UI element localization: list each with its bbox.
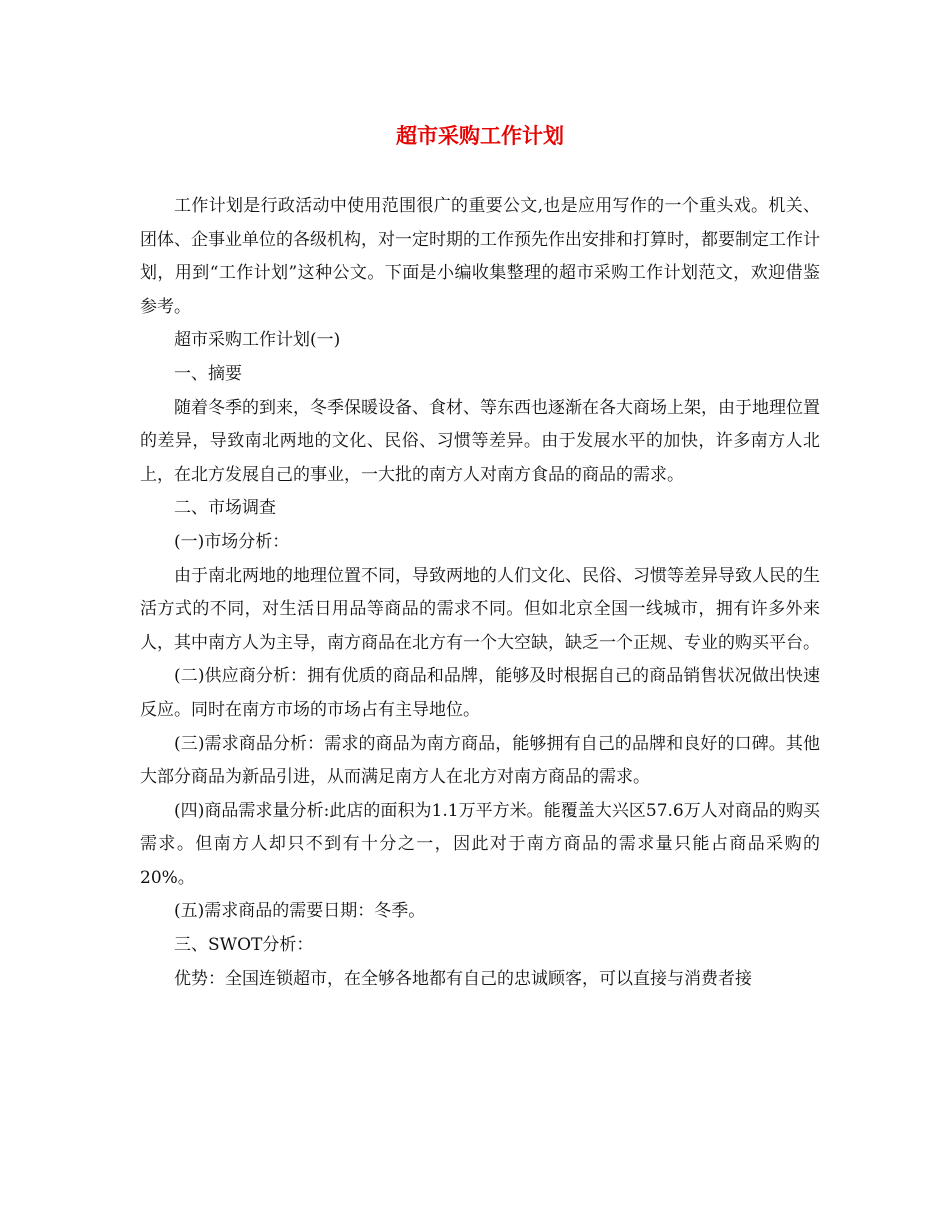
- document-title: 超市采购工作计划: [396, 123, 564, 148]
- paragraph-market-analysis: 由于南北两地的地理位置不同，导致两地的人们文化、民俗、习惯等差异导致人民的生活方式的不同，对生活日用品等商品的需求不同。但如北京全国一线城市，拥有许多外来人，其中南方人为主导，南方商品在北方有一个大空缺，缺乏一个正规、专业的购买平台。: [140, 565, 820, 653]
- paragraph-demand-date: (五)需求商品的需要日期：冬季。: [174, 901, 426, 922]
- paragraph-heading-market-survey: 二、市场调查: [174, 498, 276, 519]
- paragraph-heading-swot: 三、SWOT分析：: [174, 935, 314, 956]
- paragraph-strengths: 优势：全国连锁超市，在全够各地都有自己的忠诚顾客，可以直接与消费者接: [174, 968, 752, 989]
- paragraph-supplier-analysis: (二)供应商分析：拥有优质的商品和品牌，能够及时根据自己的商品销售状况做出快速反应。同时在南方市场的市场占有主导地位。: [140, 666, 820, 720]
- document-body: [140, 190, 820, 996]
- paragraph-demand-quantity-analysis: (四)商品需求量分析:此店的面积为1.1万平方米。能覆盖大兴区57.6万人对商品的购买需求。但南方人却只不到有十分之一，因此对于南方商品的需求量只能占商品采购的20%。: [140, 800, 820, 888]
- paragraph-section-heading: 超市采购工作计划(一): [174, 330, 341, 351]
- paragraph-summary: 随着冬季的到来，冬季保暖设备、食材、等东西也逐渐在各大商场上架，由于地理位置的差异，导致南北两地的文化、民俗、习惯等差异。由于发展水平的加快，许多南方人北上，在北方发展自己的事业，一大批的南方人对南方食品的商品的需求。: [140, 397, 820, 485]
- paragraph-demand-goods-analysis: (三)需求商品分析：需求的商品为南方商品，能够拥有自己的品牌和良好的口碑。其他大部分商品为新品引进，从而满足南方人在北方对南方商品的需求。: [140, 733, 820, 788]
- paragraph-heading-summary: 一、摘要: [174, 363, 242, 384]
- paragraph-intro: 工作计划是行政活动中使用范围很广的重要公文,也是应用写作的一个重头戏。机关、团体、企事业单位的各级机构，对一定时期的工作预先作出安排和打算时，都要制定工作计划，用到“工作计划”这种公文。下面是小编收集整理的超市采购工作计划范文，欢迎借鉴参考。: [140, 196, 820, 317]
- paragraph-heading-market-analysis: (一)市场分析：: [174, 531, 290, 552]
